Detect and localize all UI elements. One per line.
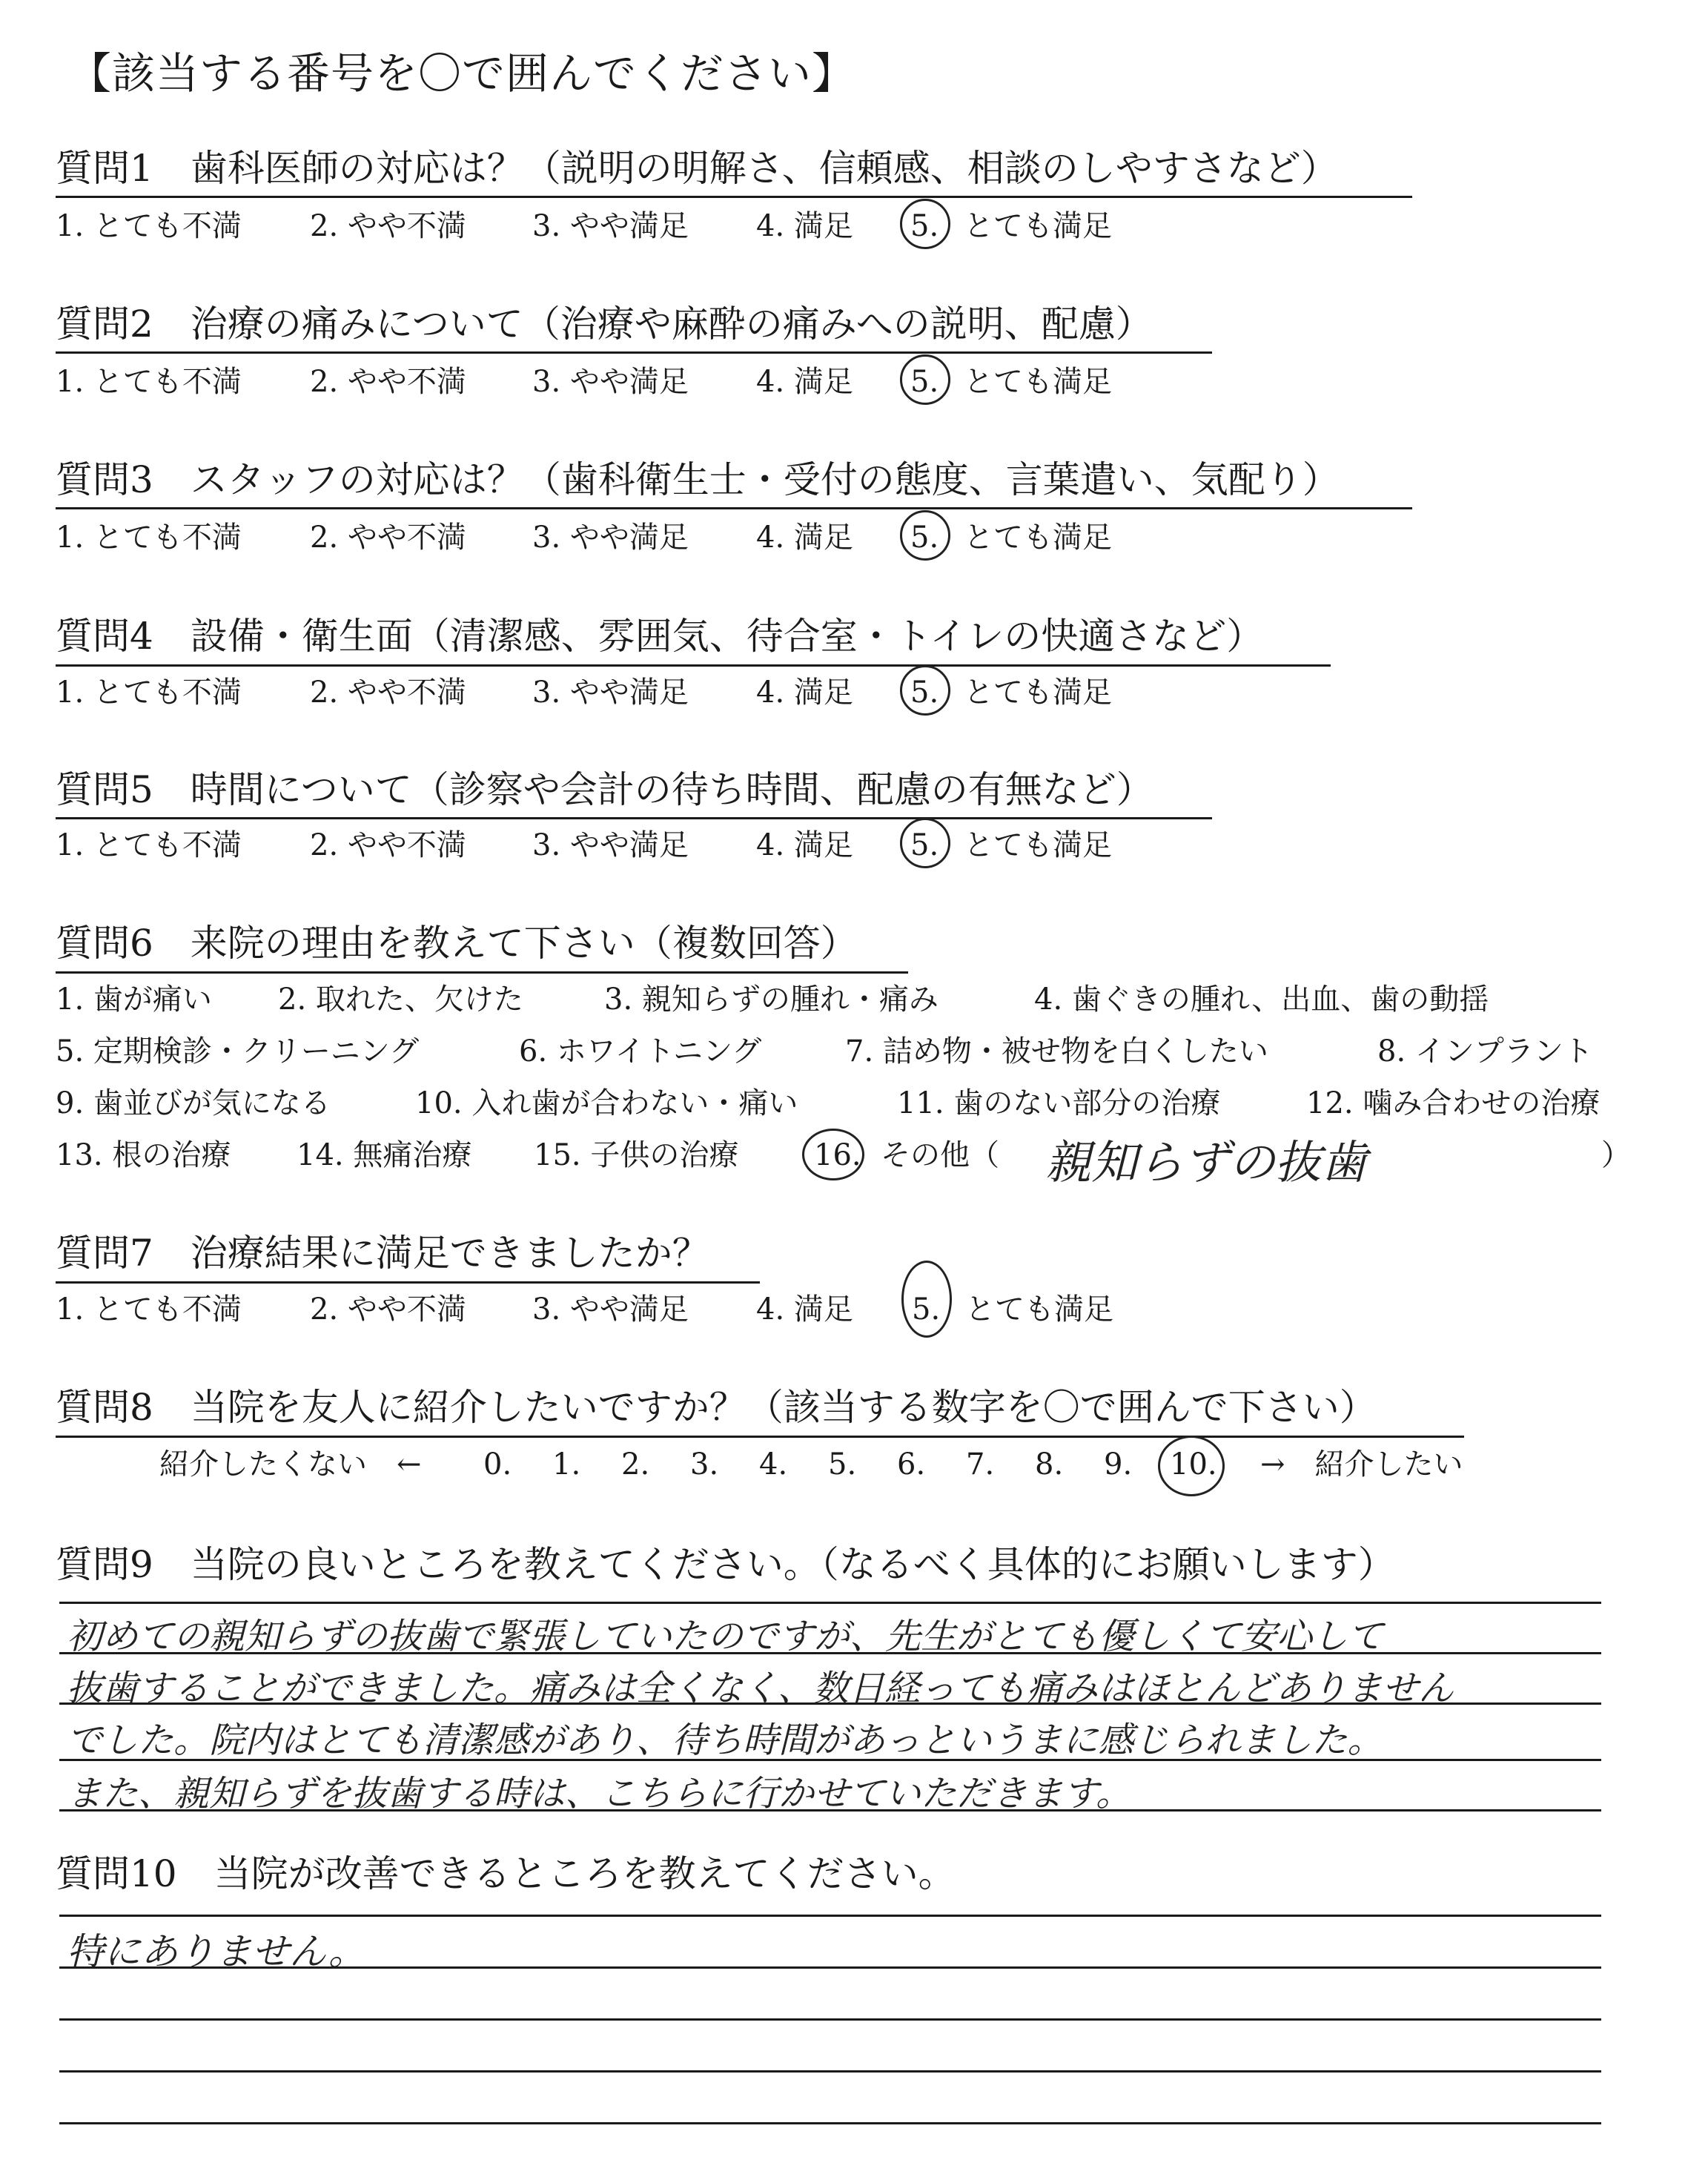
option-5-label: とても満足 [965, 1292, 1113, 1327]
scale-number[interactable]: 0. [483, 1447, 512, 1482]
reason-option[interactable]: 13. 根の治療 [56, 1138, 231, 1172]
option-5-label: とても満足 [964, 365, 1112, 399]
question-3-title: 質問3 スタッフの対応は？（歯科衛生士・受付の態度、言葉遣い、気配り） [56, 458, 1340, 501]
question-2-title: 質問2 治療の痛みについて（治療や麻酔の痛みへの説明、配慮） [56, 303, 1153, 346]
question-6-title: 質問6 来院の理由を教えて下さい（複数回答） [56, 922, 858, 965]
other-close: ） [1601, 1138, 1631, 1172]
answer-rule [59, 1915, 1601, 1917]
option-4[interactable]: 4. 満足 [756, 828, 853, 862]
answer-line: また、親知らずを抜歯する時は、こちらに行かせていただきます。 [67, 1773, 1132, 1814]
option-5[interactable]: 5. [910, 828, 939, 862]
scale-number[interactable]: 2. [621, 1447, 650, 1482]
answer-rule [59, 2018, 1601, 2021]
option-4[interactable]: 4. 満足 [756, 209, 853, 243]
scale-number[interactable]: 7. [966, 1447, 995, 1482]
option-2[interactable]: 2. やや不満 [310, 365, 466, 399]
reason-option[interactable]: 12. 噛み合わせの治療 [1306, 1086, 1601, 1120]
question-5-title: 質問5 時間について（診察や会計の待ち時間、配慮の有無など） [56, 768, 1153, 811]
question-8-underline [56, 1436, 1464, 1438]
option-3[interactable]: 3. やや満足 [532, 521, 689, 555]
selected-circle [901, 1261, 952, 1338]
answer-line: 特にありません。 [67, 1930, 365, 1973]
answer-line: 初めての親知らずの抜歯で緊張していたのですが、先生がとても優しくて安心して [67, 1616, 1384, 1657]
question-4-underline [56, 664, 1331, 667]
option-4[interactable]: 4. 満足 [756, 1292, 853, 1327]
reason-option[interactable]: 7. 詰め物・被せ物を白くしたい [845, 1034, 1268, 1069]
option-3[interactable]: 3. やや満足 [532, 1292, 689, 1327]
answer-rule [59, 2070, 1601, 2073]
reason-option-16[interactable]: 16. [814, 1138, 861, 1172]
option-1[interactable]: 1. とても不満 [56, 1292, 242, 1327]
answer-rule [59, 1602, 1601, 1604]
selected-circle [900, 818, 950, 868]
reason-option[interactable]: 8. インプラント [1377, 1034, 1593, 1069]
page-title: 【該当する番号を〇で囲んでください】 [68, 48, 856, 99]
option-5[interactable]: 5. [910, 676, 939, 710]
scale-right-label: → 紹介したい [1260, 1447, 1463, 1482]
scale-number[interactable]: 3. [690, 1447, 719, 1482]
scale-number[interactable]: 6. [897, 1447, 926, 1482]
question-7-underline [56, 1281, 760, 1284]
reason-option[interactable]: 15. 子供の治療 [534, 1138, 739, 1172]
reason-option[interactable]: 4. 歯ぐきの腫れ、出血、歯の動揺 [1034, 982, 1489, 1017]
option-1[interactable]: 1. とても不満 [56, 828, 242, 862]
selected-circle [802, 1129, 864, 1180]
answer-rule [59, 2122, 1601, 2124]
option-1[interactable]: 1. とても不満 [56, 209, 242, 243]
answer-line: でした。院内はとても清潔感があり、待ち時間があっというまに感じられました。 [67, 1720, 1383, 1761]
scale-number-10[interactable]: 10. [1170, 1447, 1217, 1482]
question-1-title: 質問1 歯科医師の対応は？（説明の明解さ、信頼感、相談のしやすさなど） [56, 147, 1338, 190]
selected-circle [900, 354, 950, 405]
option-5[interactable]: 5. [910, 209, 939, 243]
reason-option[interactable]: 10. 入れ歯が合わない・痛い [415, 1086, 798, 1120]
reason-option[interactable]: 9. 歯並びが気になる [56, 1086, 331, 1120]
option-4[interactable]: 4. 満足 [756, 365, 853, 399]
option-3[interactable]: 3. やや満足 [532, 365, 689, 399]
option-3[interactable]: 3. やや満足 [532, 828, 689, 862]
option-1[interactable]: 1. とても不満 [56, 676, 242, 710]
other-label: その他（ [881, 1138, 999, 1172]
option-5[interactable]: 5. [910, 521, 939, 555]
selected-circle [900, 510, 950, 561]
selected-circle [1158, 1436, 1225, 1496]
question-7-title: 質問7 治療結果に満足できましたか？ [56, 1232, 709, 1275]
reason-option[interactable]: 5. 定期検診・クリーニング [56, 1034, 420, 1069]
reason-option[interactable]: 1. 歯が痛い [56, 982, 212, 1017]
option-5[interactable]: 5. [910, 365, 939, 399]
option-5[interactable]: 5. [912, 1292, 941, 1327]
reason-option[interactable]: 3. 親知らずの腫れ・痛み [604, 982, 939, 1017]
scale-left-label: 紹介したくない ← [159, 1447, 422, 1482]
other-answer[interactable]: 親知らずの抜歯 [1045, 1135, 1368, 1189]
reason-option[interactable]: 2. 取れた、欠けた [278, 982, 523, 1017]
question-6-underline [56, 971, 908, 974]
option-1[interactable]: 1. とても不満 [56, 365, 242, 399]
selected-circle [900, 199, 950, 249]
option-4[interactable]: 4. 満足 [756, 676, 853, 710]
scale-number[interactable]: 4. [759, 1447, 788, 1482]
option-1[interactable]: 1. とても不満 [56, 521, 242, 555]
option-5-label: とても満足 [964, 521, 1112, 555]
question-3-underline [56, 507, 1412, 509]
option-2[interactable]: 2. やや不満 [310, 828, 466, 862]
option-5-label: とても満足 [964, 209, 1112, 243]
option-2[interactable]: 2. やや不満 [310, 676, 466, 710]
option-5-label: とても満足 [964, 676, 1112, 710]
question-2-underline [56, 351, 1212, 354]
option-3[interactable]: 3. やや満足 [532, 676, 689, 710]
option-5-label: とても満足 [964, 828, 1112, 862]
scale-number[interactable]: 1. [552, 1447, 581, 1482]
question-4-title: 質問4 設備・衛生面（清潔感、雰囲気、待合室・トイレの快適さなど） [56, 615, 1264, 658]
reason-option[interactable]: 11. 歯のない部分の治療 [897, 1086, 1221, 1120]
option-2[interactable]: 2. やや不満 [310, 521, 466, 555]
reason-option[interactable]: 14. 無痛治療 [297, 1138, 472, 1172]
question-8-title: 質問8 当院を友人に紹介したいですか？（該当する数字を〇で囲んで下さい） [56, 1386, 1377, 1429]
question-10-title: 質問10 当院が改善できるところを教えてください。 [56, 1852, 956, 1895]
question-9-title: 質問9 当院の良いところを教えてください。（なるべく具体的にお願いします） [56, 1543, 1395, 1586]
scale-number[interactable]: 8. [1035, 1447, 1064, 1482]
answer-line: 抜歯することができました。痛みは全くなく、数日経っても痛みはほとんどありません [67, 1668, 1454, 1709]
scale-number[interactable]: 5. [828, 1447, 857, 1482]
scale-number[interactable]: 9. [1104, 1447, 1133, 1482]
reason-option[interactable]: 6. ホワイトニング [519, 1034, 762, 1069]
selected-circle [900, 665, 950, 716]
option-3[interactable]: 3. やや満足 [532, 209, 689, 243]
option-2[interactable]: 2. やや不満 [310, 1292, 466, 1327]
question-1-underline [56, 196, 1412, 198]
option-2[interactable]: 2. やや不満 [310, 209, 466, 243]
option-4[interactable]: 4. 満足 [756, 521, 853, 555]
question-5-underline [56, 817, 1212, 819]
